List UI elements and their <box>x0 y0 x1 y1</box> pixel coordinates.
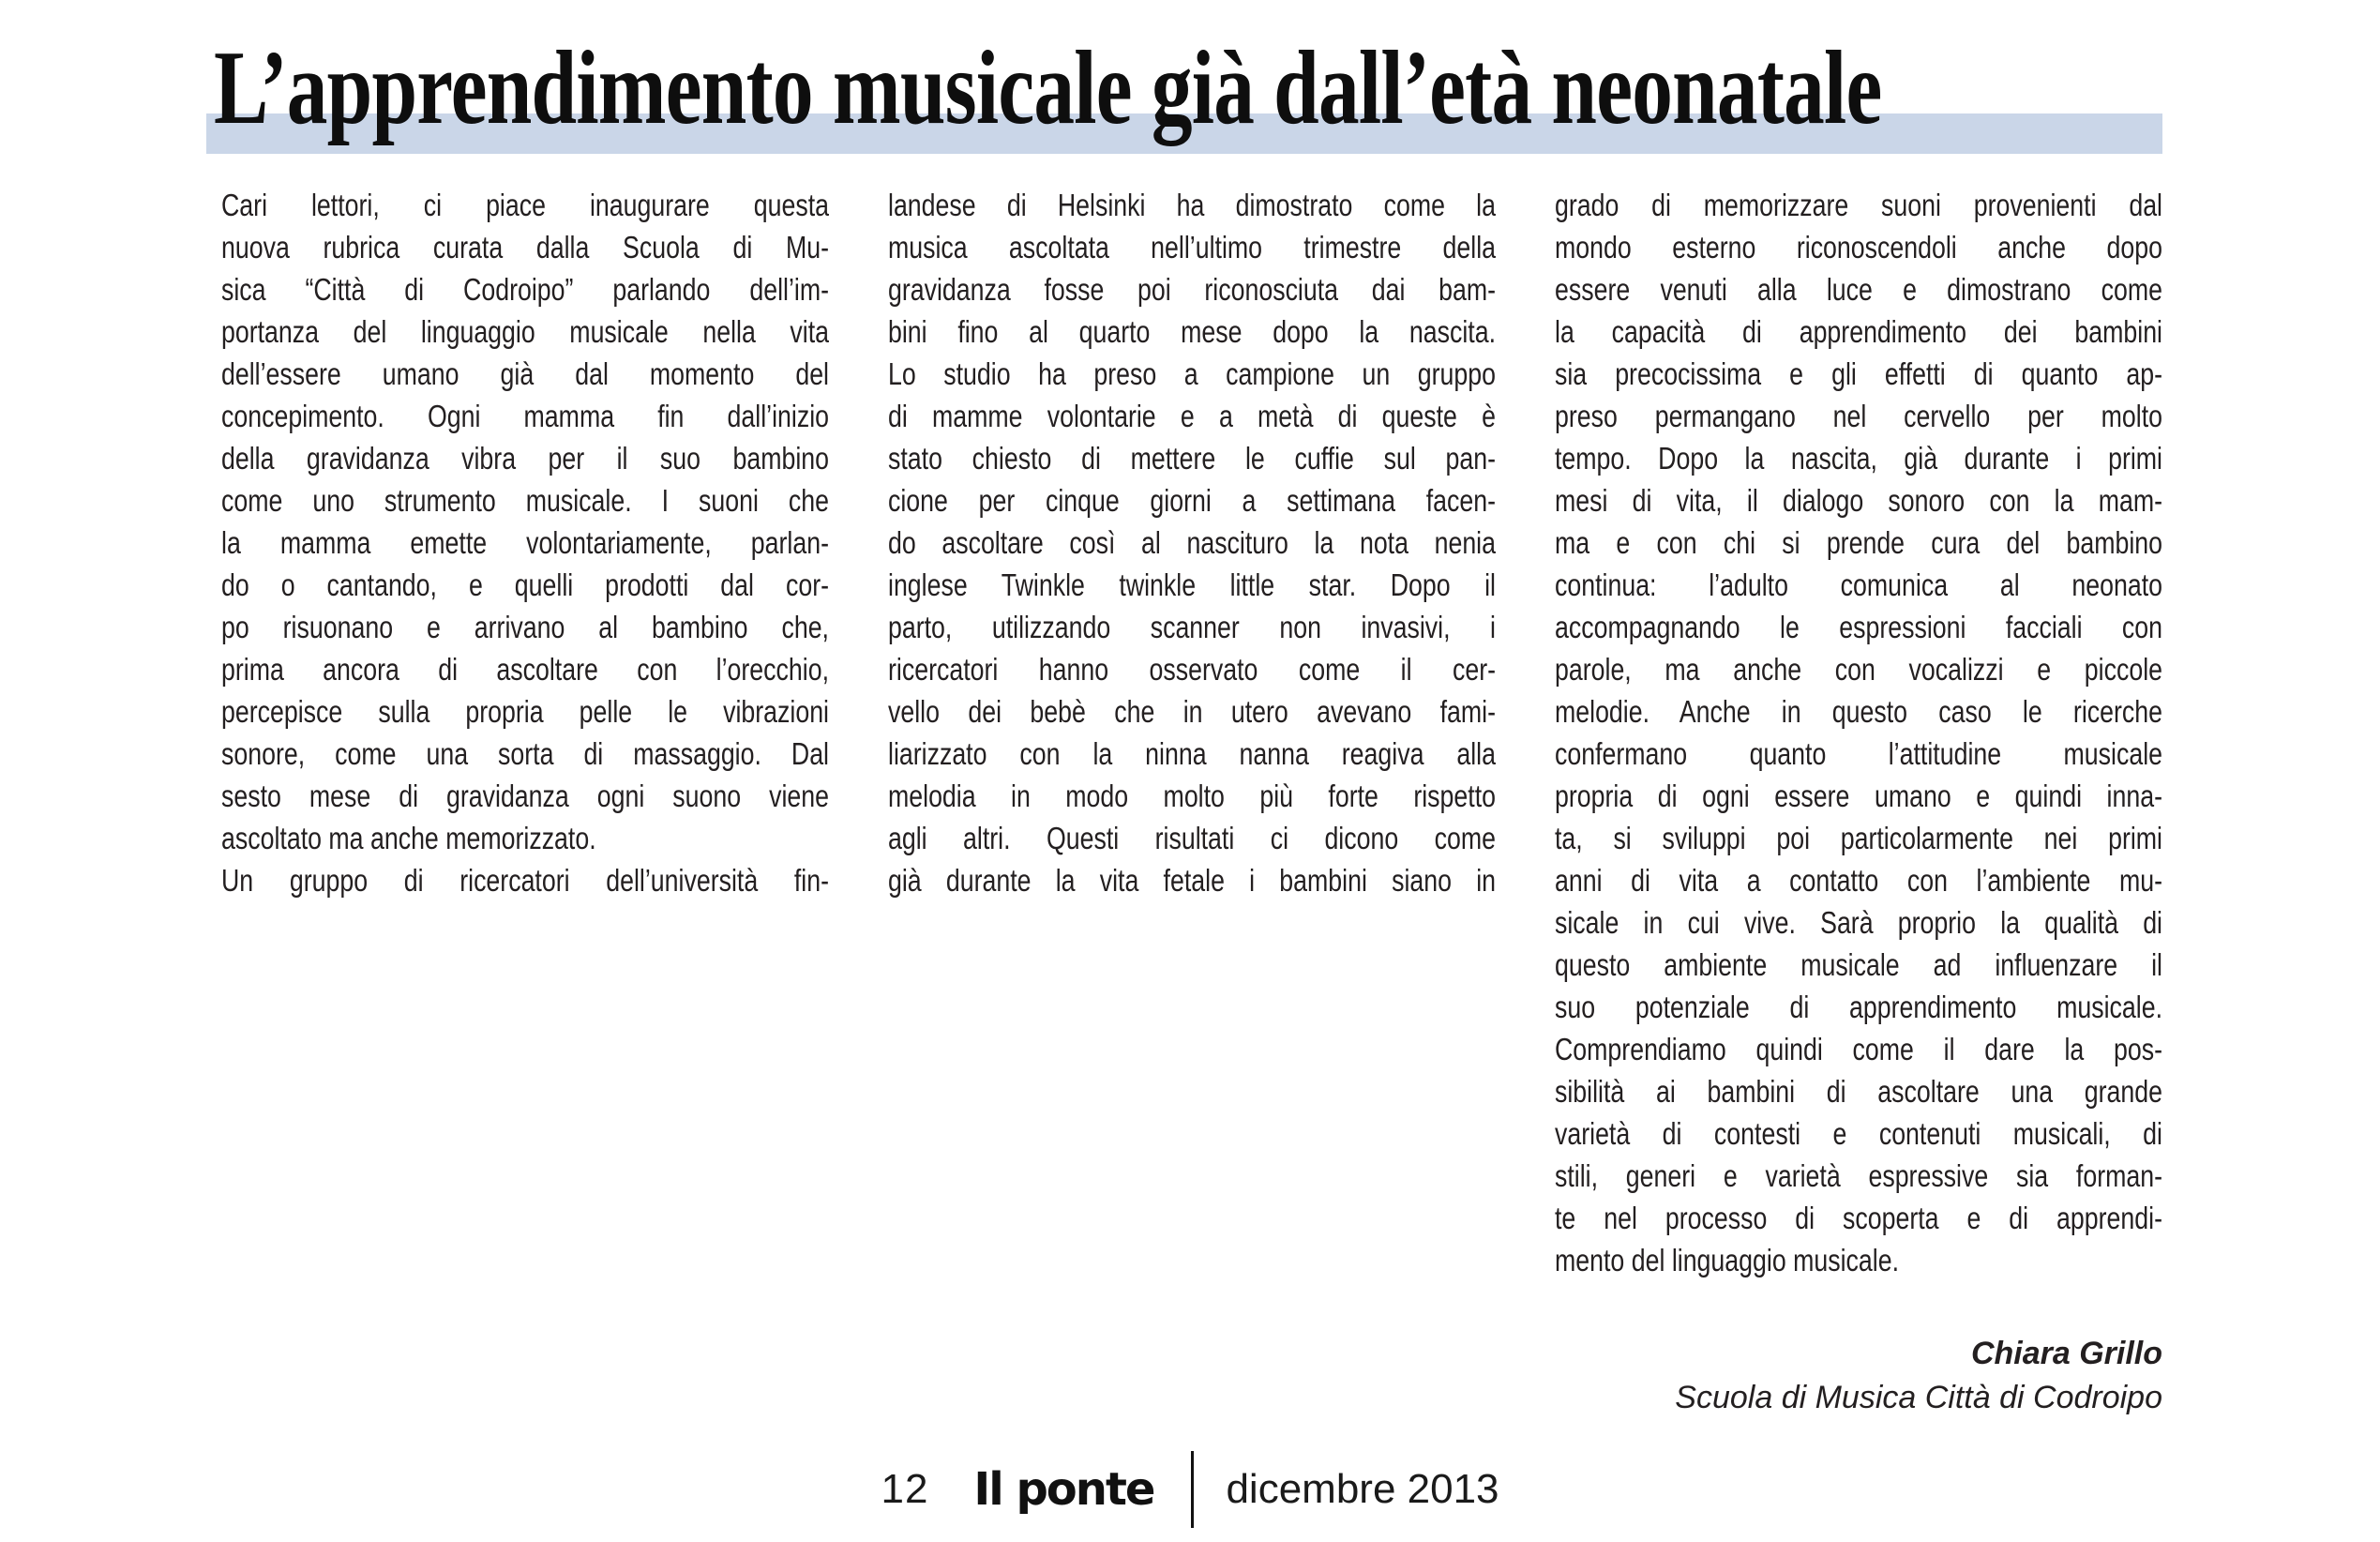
text-line: ascoltato ma anche memorizzato. <box>221 821 596 855</box>
text-line: prima ancora di ascoltare con l’orecchio, <box>221 652 829 687</box>
text-line: mondo esterno riconoscendoli anche dopo <box>1555 230 2162 265</box>
text-line: Lo studio ha preso a campione un gruppo <box>888 356 1496 391</box>
text-line: Cari lettori, ci piace inaugurare questa <box>221 188 829 222</box>
page-title: L’apprendimento musicale già dall’età neonatale <box>214 30 1882 146</box>
text-line: della gravidanza vibra per il suo bambino <box>221 441 829 476</box>
text-line: sicale in cui vive. Sarà proprio la qualità di <box>1555 905 2162 940</box>
text-line: tempo. Dopo la nascita, già durante i primi <box>1555 441 2162 476</box>
text-line: essere venuti alla luce e dimostrano come <box>1555 272 2162 307</box>
text-line: musica ascoltata nell’ultimo trimestre della <box>888 230 1496 265</box>
text-line: te nel processo di scoperta e di apprendi- <box>1555 1201 2162 1235</box>
text-line: Un gruppo di ricercatori dell’università fin- <box>221 863 829 898</box>
text-line: sonore, come una sorta di massaggio. Dal <box>221 736 829 771</box>
text-line: stili, generi e varietà espressive sia forman- <box>1555 1158 2162 1193</box>
text-line: gravidanza fosse poi riconosciuta dai bam- <box>888 272 1496 307</box>
text-line: sica “Città di Codroipo” parlando dell’im- <box>221 272 829 307</box>
page-footer <box>0 1447 2380 1532</box>
text-line: sia precocissima e gli effetti di quanto ap- <box>1555 356 2162 391</box>
text-line: confermano quanto l’attitudine musicale <box>1555 736 2162 771</box>
text-line: mesi di vita, il dialogo sonoro con la mam- <box>1555 483 2162 518</box>
text-line: suo potenziale di apprendimento musicale. <box>1555 990 2162 1024</box>
text-line: ricercatori hanno osservato come il cer- <box>888 652 1496 687</box>
text-line: accompagnando le espressioni facciali con <box>1555 610 2162 644</box>
text-line: già durante la vita fetale i bambini siano in <box>888 863 1496 898</box>
text-line: questo ambiente musicale ad influenzare il <box>1555 947 2162 982</box>
text-line: po risuonano e arrivano al bambino che, <box>221 610 829 644</box>
article-column-3 <box>1555 184 2162 1281</box>
text-line: melodia in modo molto più forte rispetto <box>888 779 1496 813</box>
article-column-2 <box>888 184 1496 901</box>
text-line: inglese Twinkle twinkle little star. Dopo il <box>888 567 1496 602</box>
article-column-1 <box>221 184 829 901</box>
text-line: do o cantando, e quelli prodotti dal cor- <box>221 567 829 602</box>
text-line: mento del linguaggio musicale. <box>1555 1243 1900 1277</box>
text-line: propria di ogni essere umano e quindi inna- <box>1555 779 2162 813</box>
text-line: parto, utilizzando scanner non invasivi, i <box>888 610 1496 644</box>
magazine-logo: Il ponte <box>973 1463 1154 1516</box>
text-line: Comprendiamo quindi come il dare la pos- <box>1555 1032 2162 1066</box>
text-line: melodie. Anche in questo caso le ricerche <box>1555 694 2162 729</box>
text-line: parole, ma anche con vocalizzi e piccole <box>1555 652 2162 687</box>
signature-affiliation: Scuola di Musica Città di Codroipo <box>1675 1380 2162 1415</box>
footer-issue-date: dicembre 2013 <box>1226 1466 1499 1512</box>
text-line: portanza del linguaggio musicale nella vita <box>221 314 829 349</box>
text-line: percepisce sulla propria pelle le vibrazioni <box>221 694 829 729</box>
text-line: varietà di contesti e contenuti musicali, di <box>1555 1116 2162 1151</box>
text-line: bini fino al quarto mese dopo la nascita. <box>888 314 1496 349</box>
text-line: agli altri. Questi risultati ci dicono come <box>888 821 1496 855</box>
text-line: stato chiesto di mettere le cuffie sul pan- <box>888 441 1496 476</box>
text-line: nuova rubrica curata dalla Scuola di Mu- <box>221 230 829 265</box>
text-line: ma e con chi si prende cura del bambino <box>1555 525 2162 560</box>
text-line: concepimento. Ogni mamma fin dall’inizio <box>221 399 829 433</box>
text-line: anni di vita a contatto con l’ambiente mu- <box>1555 863 2162 898</box>
footer-page-number: 12 <box>881 1466 929 1512</box>
text-line: la capacità di apprendimento dei bambini <box>1555 314 2162 349</box>
text-line: la mamma emette volontariamente, parlan- <box>221 525 829 560</box>
text-line: dell’essere umano già dal momento del <box>221 356 829 391</box>
text-line: sibilità ai bambini di ascoltare una grande <box>1555 1074 2162 1109</box>
footer-divider <box>1191 1451 1194 1528</box>
text-line: cione per cinque giorni a settimana facen- <box>888 483 1496 518</box>
text-line: ta, si sviluppi poi particolarmente nei primi <box>1555 821 2162 855</box>
text-line: continua: l’adulto comunica al neonato <box>1555 567 2162 602</box>
signature-author: Chiara Grillo <box>1970 1336 2162 1371</box>
text-line: di mamme volontarie e a metà di queste è <box>888 399 1496 433</box>
text-line: sesto mese di gravidanza ogni suono viene <box>221 779 829 813</box>
text-line: preso permangano nel cervello per molto <box>1555 399 2162 433</box>
signature-block <box>1547 1332 2162 1420</box>
text-line: do ascoltare così al nascituro la nota nenia <box>888 525 1496 560</box>
text-line: liarizzato con la ninna nanna reagiva alla <box>888 736 1496 771</box>
text-line: come uno strumento musicale. I suoni che <box>221 483 829 518</box>
text-line: grado di memorizzare suoni provenienti dal <box>1555 188 2162 222</box>
text-line: vello dei bebè che in utero avevano fami- <box>888 694 1496 729</box>
text-line: landese di Helsinki ha dimostrato come la <box>888 188 1496 222</box>
